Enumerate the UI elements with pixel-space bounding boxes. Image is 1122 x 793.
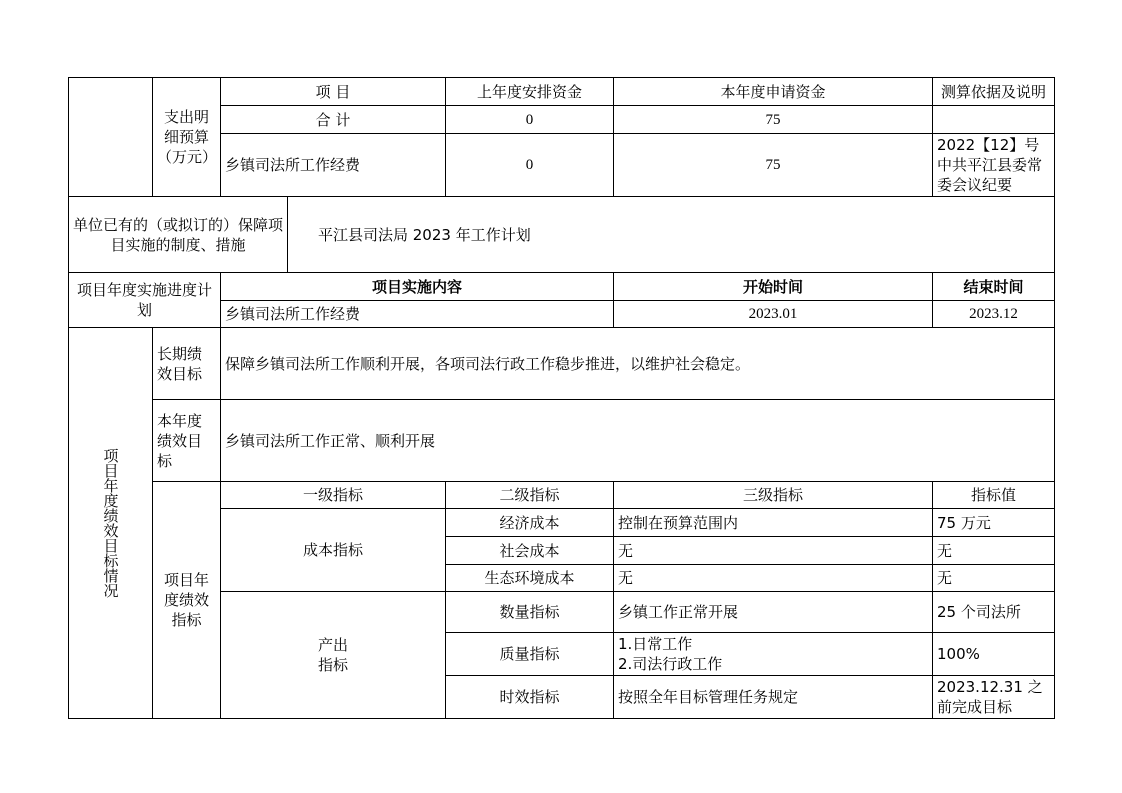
cost-social-value: 无 — [933, 537, 1055, 565]
annual-goal-label: 本年度绩效目标 — [153, 400, 221, 482]
schedule-start: 2023.01 — [614, 301, 933, 328]
output-timeliness-level3: 按照全年目标管理任务规定 — [614, 676, 933, 719]
output-quantity-level3: 乡镇工作正常开展 — [614, 592, 933, 633]
indicator-header-level3: 三级指标 — [614, 482, 933, 509]
indicator-header-level2: 二级指标 — [446, 482, 614, 509]
budget-total-basis — [933, 106, 1055, 134]
output-timeliness-value: 2023.12.31 之前完成目标 — [933, 676, 1055, 719]
schedule-header-start: 开始时间 — [614, 273, 933, 301]
output-quantity-value: 25 个司法所 — [933, 592, 1055, 633]
budget-header-this-year: 本年度申请资金 — [614, 78, 933, 106]
output-quality-level3 — [614, 633, 933, 676]
budget-total-prev: 0 — [446, 106, 614, 134]
cost-eco-value: 无 — [933, 565, 1055, 592]
performance-form-table — [68, 77, 1055, 719]
output-indicator-label — [221, 592, 446, 719]
cost-eco-level3: 无 — [614, 565, 933, 592]
annual-goal-value: 乡镇司法所工作正常、顺利开展 — [221, 400, 1055, 482]
output-timeliness-level2: 时效指标 — [446, 676, 614, 719]
measures-value: 平江县司法局 2023 年工作计划 — [288, 197, 1055, 273]
schedule-header-content: 项目实施内容 — [221, 273, 614, 301]
output-quantity-level2: 数量指标 — [446, 592, 614, 633]
budget-header-item: 项 目 — [221, 78, 446, 106]
schedule-header-end: 结束时间 — [933, 273, 1055, 301]
budget-total-this: 75 — [614, 106, 933, 134]
output-quality-level3-line2: 2.司法行政工作 — [618, 655, 723, 673]
indicator-header-level1: 一级指标 — [221, 482, 446, 509]
long-term-goal-value: 保障乡镇司法所工作顺利开展，各项司法行政工作稳步推进，以维护社会稳定。 — [221, 328, 1055, 400]
performance-section-label — [69, 328, 153, 719]
budget-item-name: 乡镇司法所工作经费 — [221, 134, 446, 197]
cost-social-level2: 社会成本 — [446, 537, 614, 565]
budget-item-this: 75 — [614, 134, 933, 197]
budget-total-label: 合 计 — [221, 106, 446, 134]
cost-eco-level2: 生态环境成本 — [446, 565, 614, 592]
indicators-label: 项目年度绩效指标 — [153, 482, 221, 719]
output-quality-value: 100% — [933, 633, 1055, 676]
output-quality-level3-line1: 1.日常工作 — [618, 635, 693, 653]
performance-section-label-text: 项目年度绩效目标情况 — [101, 448, 120, 598]
cost-social-level3: 无 — [614, 537, 933, 565]
long-term-goal-label: 长期绩效目标 — [153, 328, 221, 400]
cost-economic-level3: 控制在预算范围内 — [614, 509, 933, 537]
budget-item-prev: 0 — [446, 134, 614, 197]
cost-economic-value: 75 万元 — [933, 509, 1055, 537]
schedule-content: 乡镇司法所工作经费 — [221, 301, 614, 328]
measures-label: 单位已有的（或拟订的）保障项目实施的制度、措施 — [69, 197, 288, 273]
output-quality-level2: 质量指标 — [446, 633, 614, 676]
cost-economic-level2: 经济成本 — [446, 509, 614, 537]
budget-header-basis: 测算依据及说明 — [933, 78, 1055, 106]
cost-indicator-label: 成本指标 — [221, 509, 446, 592]
indicator-header-value: 指标值 — [933, 482, 1055, 509]
budget-header-prev-year: 上年度安排资金 — [446, 78, 614, 106]
budget-item-basis: 2022【12】号中共平江县委常委会议纪要 — [933, 134, 1055, 197]
schedule-end: 2023.12 — [933, 301, 1055, 328]
budget-label: 支出明细预算（万元） — [153, 78, 221, 197]
schedule-label: 项目年度实施进度计划 — [69, 273, 221, 328]
output-indicator-label-text: 产出指标 — [317, 636, 348, 674]
budget-blank-cell — [69, 78, 153, 197]
